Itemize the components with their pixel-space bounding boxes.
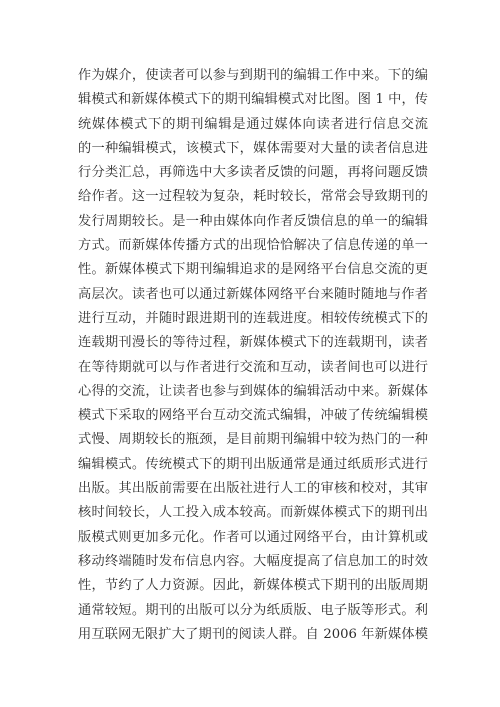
text-line: 版模式则更加多元化。作者可以通过网络平台，由计算机或: [78, 529, 428, 545]
text-line: 方式。而新媒体传播方式的出现恰恰解决了信息传递的单一: [78, 238, 428, 254]
text-line: 作为媒介，使读者可以参与到期刊的编辑工作中来。下的编: [78, 68, 428, 83]
text-line: 心得的交流，让读者也参与到媒体的编辑活动中来。新媒体: [78, 383, 428, 399]
text-line: 性，节约了人力资源。因此，新媒体模式下期刊的出版周期: [78, 578, 428, 594]
text-line: 发行周期较长。是一种由媒体向作者反馈信息的单一的编辑: [78, 213, 428, 229]
text-line: 进行互动，并随时跟进期刊的连载进度。相较传统模式下的: [78, 310, 428, 326]
text-line: 行分类汇总，再筛选中大多读者反馈的问题，再将问题反馈: [78, 165, 428, 181]
text-line: 性。新媒体模式下期刊编辑追求的是网络平台信息交流的更: [78, 262, 428, 278]
text-line: 辑模式和新媒体模式下的期刊编辑模式对比图。图 1 中，传: [78, 92, 428, 108]
text-line: 统媒体模式下的期刊编辑是通过媒体向读者进行信息交流: [78, 116, 428, 132]
text-line: 模式下采取的网络平台互动交流式编辑，冲破了传统编辑模: [78, 408, 428, 424]
text-line: 通常较短。期刊的出版可以分为纸质版、电子版等形式。利: [78, 602, 428, 618]
text-line: 编辑模式。传统模式下的期刊出版通常是通过纸质形式进行: [78, 456, 428, 472]
text-line: 连载期刊漫长的等待过程，新媒体模式下的连载期刊，读者: [78, 335, 428, 351]
text-line: 给作者。这一过程较为复杂，耗时较长，常常会导致期刊的: [78, 189, 428, 205]
text-line: 移动终端随时发布信息内容。大幅度提高了信息加工的时效: [78, 553, 428, 569]
text-line: 的一种编辑模式，该模式下，媒体需要对大量的读者信息进: [78, 140, 428, 156]
text-line: 在等待期就可以与作者进行交流和互动，读者间也可以进行: [78, 359, 428, 375]
text-line: 核时间较长，人工投入成本较高。而新媒体模式下的期刊出: [78, 505, 428, 521]
body-text: [78, 64, 428, 647]
text-line: 用互联网无限扩大了期刊的阅读人群。自 2006 年新媒体模: [78, 626, 428, 642]
text-line: 式慢、周期较长的瓶颈，是目前期刊编辑中较为热门的一种: [78, 432, 428, 448]
text-line: 高层次。读者也可以通过新媒体网络平台来随时随地与作者: [78, 286, 428, 302]
text-line: 出版。其出版前需要在出版社进行人工的审核和校对，其审: [78, 481, 428, 497]
